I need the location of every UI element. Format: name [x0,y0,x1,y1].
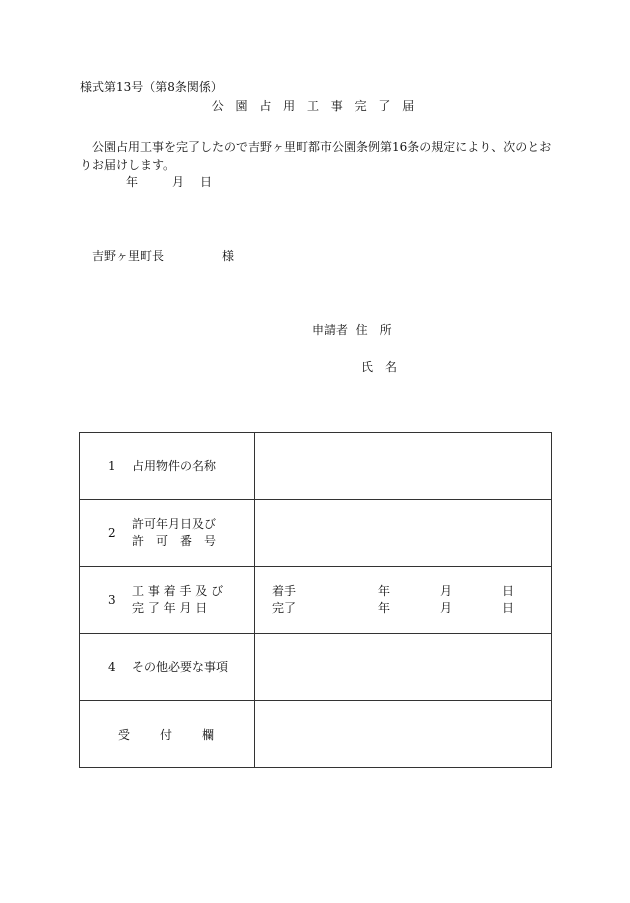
start-label: 着手 [272,584,297,598]
end-label: 完了 [272,601,297,615]
value-cell-work-dates[interactable] [255,567,552,634]
row-number: 2 [108,526,116,540]
address-label: 住 所 [355,323,392,337]
label-cell [80,500,255,567]
year-label: 年 [126,175,139,189]
start-date-row [272,583,551,600]
form-table [79,432,552,768]
body-text: 公園占用工事を完了したので吉野ヶ里町都市公園条例第16条の規定により、次のとおりお届けします。 [80,140,552,172]
table-row [80,567,552,634]
row-label: 占用物件の名称 [132,458,217,473]
end-date-row [272,600,551,617]
form-number: 様式第13号（第8条関係） [80,80,223,94]
start-month: 月 [440,584,453,598]
row-label-line1: 許可年月日及び [132,517,217,531]
label-cell [80,634,255,701]
end-day: 日 [502,601,515,615]
row-number: 4 [108,660,116,674]
value-cell-reception[interactable] [255,701,552,768]
label-cell [80,567,255,634]
table-row [80,433,552,500]
start-day: 日 [502,584,515,598]
value-cell-property-name[interactable] [255,433,552,500]
reception-label: 受 付 欄 [80,701,255,768]
document-title: 公 園 占 用 工 事 完 了 届 [211,99,419,113]
label-cell [80,433,255,500]
row-label-line2: 完 了 年 月 日 [132,601,208,615]
applicant-label: 申請者 [312,323,349,337]
value-cell-permit[interactable] [255,500,552,567]
row-label-line1: 工 事 着 手 及 び [132,584,224,598]
row-label-line2: 許 可 番 号 [132,534,217,548]
applicant-name: 氏 名 [361,360,398,374]
addressee [92,250,234,262]
value-cell-other-matters[interactable] [255,634,552,701]
addressee-honorific: 様 [222,249,235,263]
table-row [80,701,552,768]
end-month: 月 [440,601,453,615]
start-year: 年 [378,584,391,598]
month-label: 月 [172,175,185,189]
addressee-name: 吉野ヶ里町長 [92,249,165,263]
row-number: 3 [108,593,116,607]
applicant-address [312,324,392,336]
submission-date [126,176,212,188]
end-year: 年 [378,601,391,615]
row-number: 1 [108,459,116,473]
table-row [80,500,552,567]
row-label: その他必要な事項 [132,659,229,674]
day-label: 日 [200,175,213,189]
table-row [80,634,552,701]
